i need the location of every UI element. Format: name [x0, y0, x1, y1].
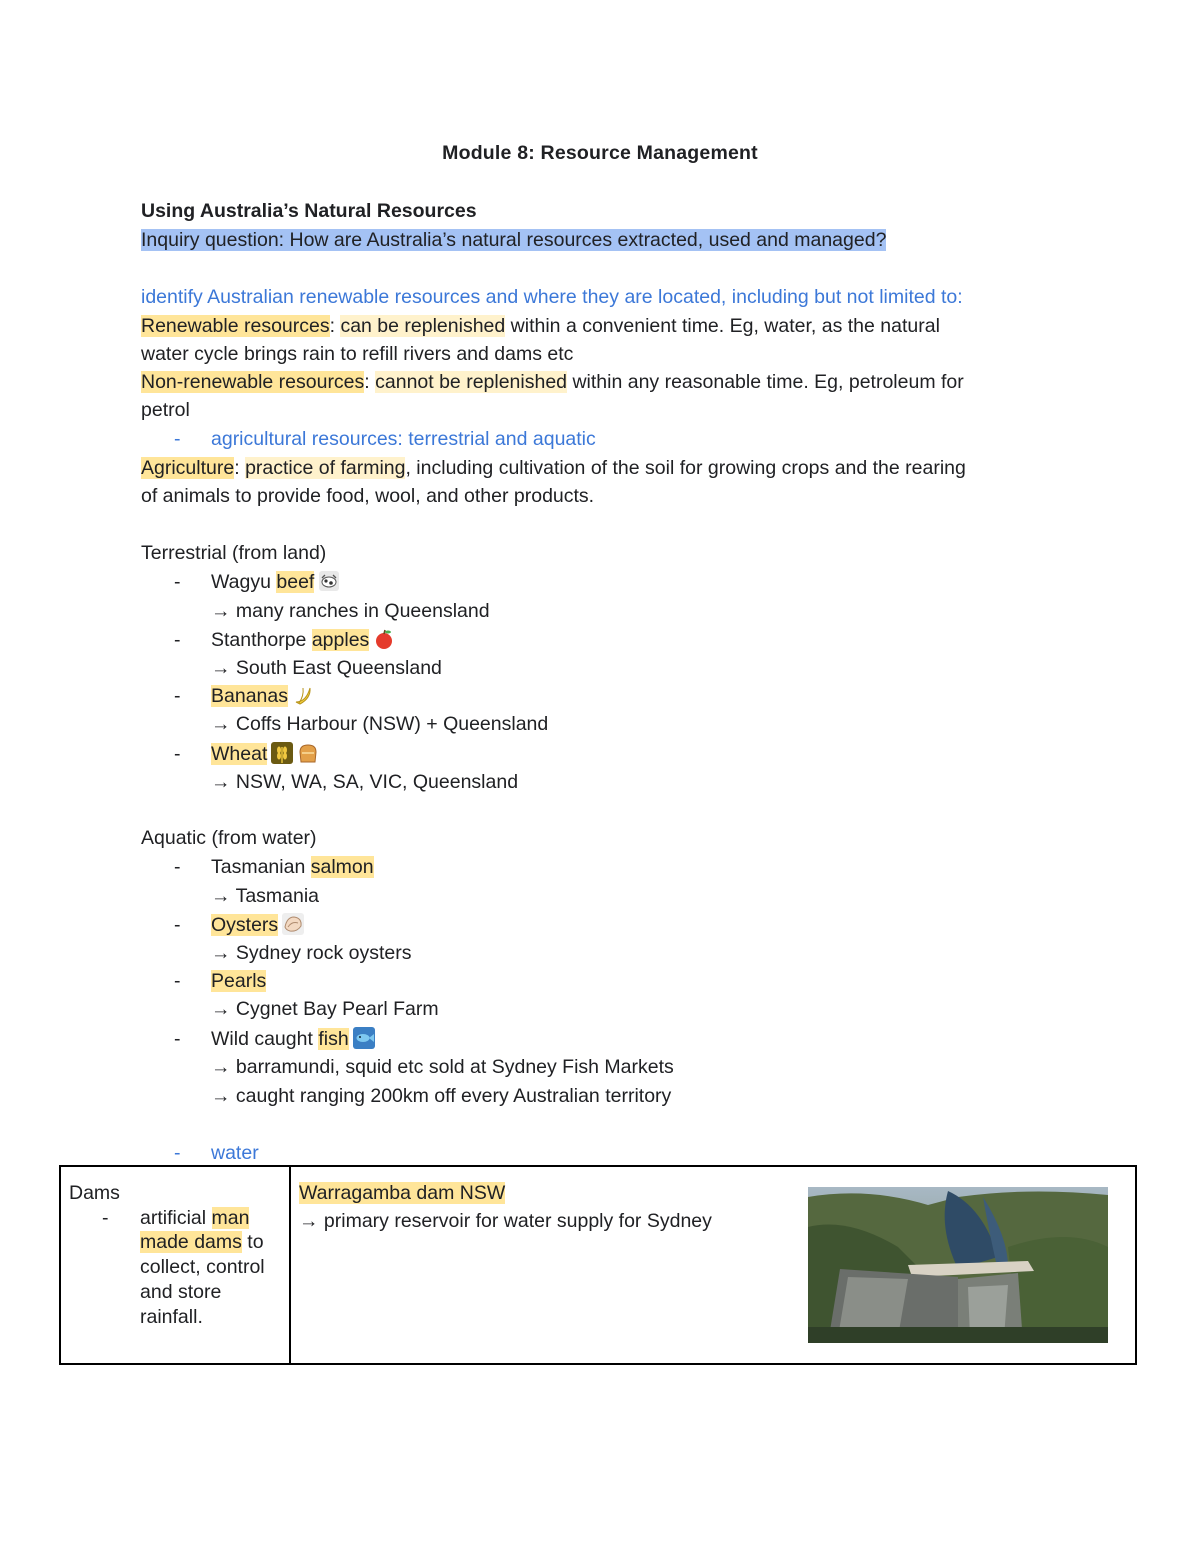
terrestrial-item-wheat	[211, 742, 319, 766]
definition-text: , including cultivation of the soil for growing crops and the rearing	[405, 457, 966, 479]
terrestrial-item-beef	[211, 570, 340, 594]
agriculture-definition-line2: of animals to provide food, wool, and other products.	[141, 485, 595, 507]
definition-text: within a convenient time. Eg, water, as the natural	[505, 315, 940, 337]
item-text: Tasmanian	[211, 856, 311, 878]
bullet-dash: -	[174, 428, 181, 450]
aquatic-item-salmon	[211, 855, 374, 879]
terrestrial-detail: → South East Queensland	[211, 657, 442, 679]
term-highlight: Non-renewable resources	[141, 371, 365, 393]
item-highlight: fish	[318, 1028, 349, 1050]
apple-icon	[373, 628, 395, 650]
bullet-dash: -	[174, 685, 181, 707]
renewable-definition	[141, 314, 940, 338]
bullet-dash: -	[174, 914, 181, 936]
inquiry-question-text: Inquiry question: How are Australia’s natural resources extracted, used and managed?	[141, 229, 887, 251]
aquatic-item-oysters	[211, 913, 304, 937]
nonrenewable-definition-line2: petrol	[141, 399, 190, 421]
section-heading: Using Australia’s Natural Resources	[141, 200, 477, 222]
item-highlight: Bananas	[211, 685, 288, 707]
aquatic-heading: Aquatic (from water)	[141, 827, 317, 849]
item-text: Wild caught	[211, 1028, 319, 1050]
aquatic-detail: → caught ranging 200km off every Australian territory	[211, 1085, 672, 1107]
warragamba-heading	[299, 1181, 505, 1205]
syllabus-point: identify Australian renewable resources and where they are located, including but not limited to:	[141, 286, 963, 308]
terrestrial-detail: → many ranches in Queensland	[211, 600, 490, 622]
bullet-dash: -	[174, 1142, 181, 1164]
aquatic-detail: → Sydney rock oysters	[211, 942, 412, 964]
dams-text: to	[241, 1231, 264, 1253]
item-highlight: Wheat	[211, 743, 268, 765]
agricultural-point: agricultural resources: terrestrial and aquatic	[211, 428, 596, 450]
wheat-icon	[271, 742, 293, 764]
item-highlight: Oysters	[211, 914, 279, 936]
dams-desc-line2	[140, 1230, 264, 1254]
dams-desc-line4: and store	[140, 1281, 222, 1303]
inquiry-question	[141, 228, 886, 252]
warragamba-detail: → primary reservoir for water supply for Sydney	[299, 1210, 712, 1232]
term-highlight: Renewable resources	[141, 315, 330, 337]
nonrenewable-definition	[141, 370, 964, 394]
item-text: Wagyu	[211, 571, 277, 593]
definition-highlight: practice of farming	[245, 457, 406, 479]
aquatic-item-fish	[211, 1027, 375, 1051]
dams-highlight: made dams	[140, 1231, 242, 1253]
item-text: Stanthorpe	[211, 629, 312, 651]
definition-text: within any reasonable time. Eg, petroleum for	[567, 371, 964, 393]
aquatic-detail: → Tasmania	[211, 885, 320, 907]
oyster-icon	[282, 913, 304, 935]
dams-highlight: man	[211, 1207, 250, 1229]
aquatic-detail: → barramundi, squid etc sold at Sydney Fish Markets	[211, 1056, 674, 1078]
definition-highlight: cannot be replenished	[375, 371, 568, 393]
terrestrial-item-bananas	[211, 684, 314, 708]
bullet-dash: -	[174, 856, 181, 878]
water-point: water	[211, 1142, 259, 1164]
agriculture-definition	[141, 456, 966, 480]
terrestrial-heading: Terrestrial (from land)	[141, 542, 327, 564]
aquatic-detail: → Cygnet Bay Pearl Farm	[211, 998, 439, 1020]
page-title: Module 8: Resource Management	[442, 142, 758, 164]
bullet-dash: -	[174, 629, 181, 651]
colon: :	[234, 457, 240, 479]
colon: :	[329, 315, 336, 337]
terrestrial-item-apples	[211, 628, 395, 652]
fish-icon	[353, 1027, 375, 1049]
dams-heading: Dams	[69, 1182, 120, 1204]
bullet-dash: -	[174, 970, 181, 992]
item-highlight: beef	[276, 571, 315, 593]
colon: :	[364, 371, 370, 393]
term-highlight: Agriculture	[141, 457, 235, 479]
terrestrial-detail: → Coffs Harbour (NSW) + Queensland	[211, 713, 549, 735]
cow-icon	[318, 570, 340, 592]
bullet-dash: -	[174, 571, 181, 593]
dams-text: artificial	[140, 1207, 212, 1229]
item-highlight: Pearls	[211, 970, 267, 992]
bread-icon	[297, 742, 319, 764]
bullet-dash: -	[102, 1207, 109, 1229]
terrestrial-detail: → NSW, WA, SA, VIC, Queensland	[211, 771, 519, 793]
dams-desc-line5: rainfall.	[140, 1306, 203, 1328]
item-highlight: salmon	[310, 856, 374, 878]
banana-icon	[292, 684, 314, 706]
aquatic-item-pearls	[211, 969, 266, 993]
renewable-definition-line2: water cycle brings rain to refill rivers and dams etc	[141, 343, 574, 365]
dam-photo	[808, 1187, 1108, 1343]
warragamba-highlight: Warragamba dam NSW	[299, 1182, 506, 1204]
dams-desc-line3: collect, control	[140, 1256, 265, 1278]
item-highlight: apples	[311, 629, 370, 651]
bullet-dash: -	[174, 743, 181, 765]
definition-highlight: can be replenished	[340, 315, 506, 337]
bullet-dash: -	[174, 1028, 181, 1050]
dams-desc-line1	[140, 1206, 249, 1230]
